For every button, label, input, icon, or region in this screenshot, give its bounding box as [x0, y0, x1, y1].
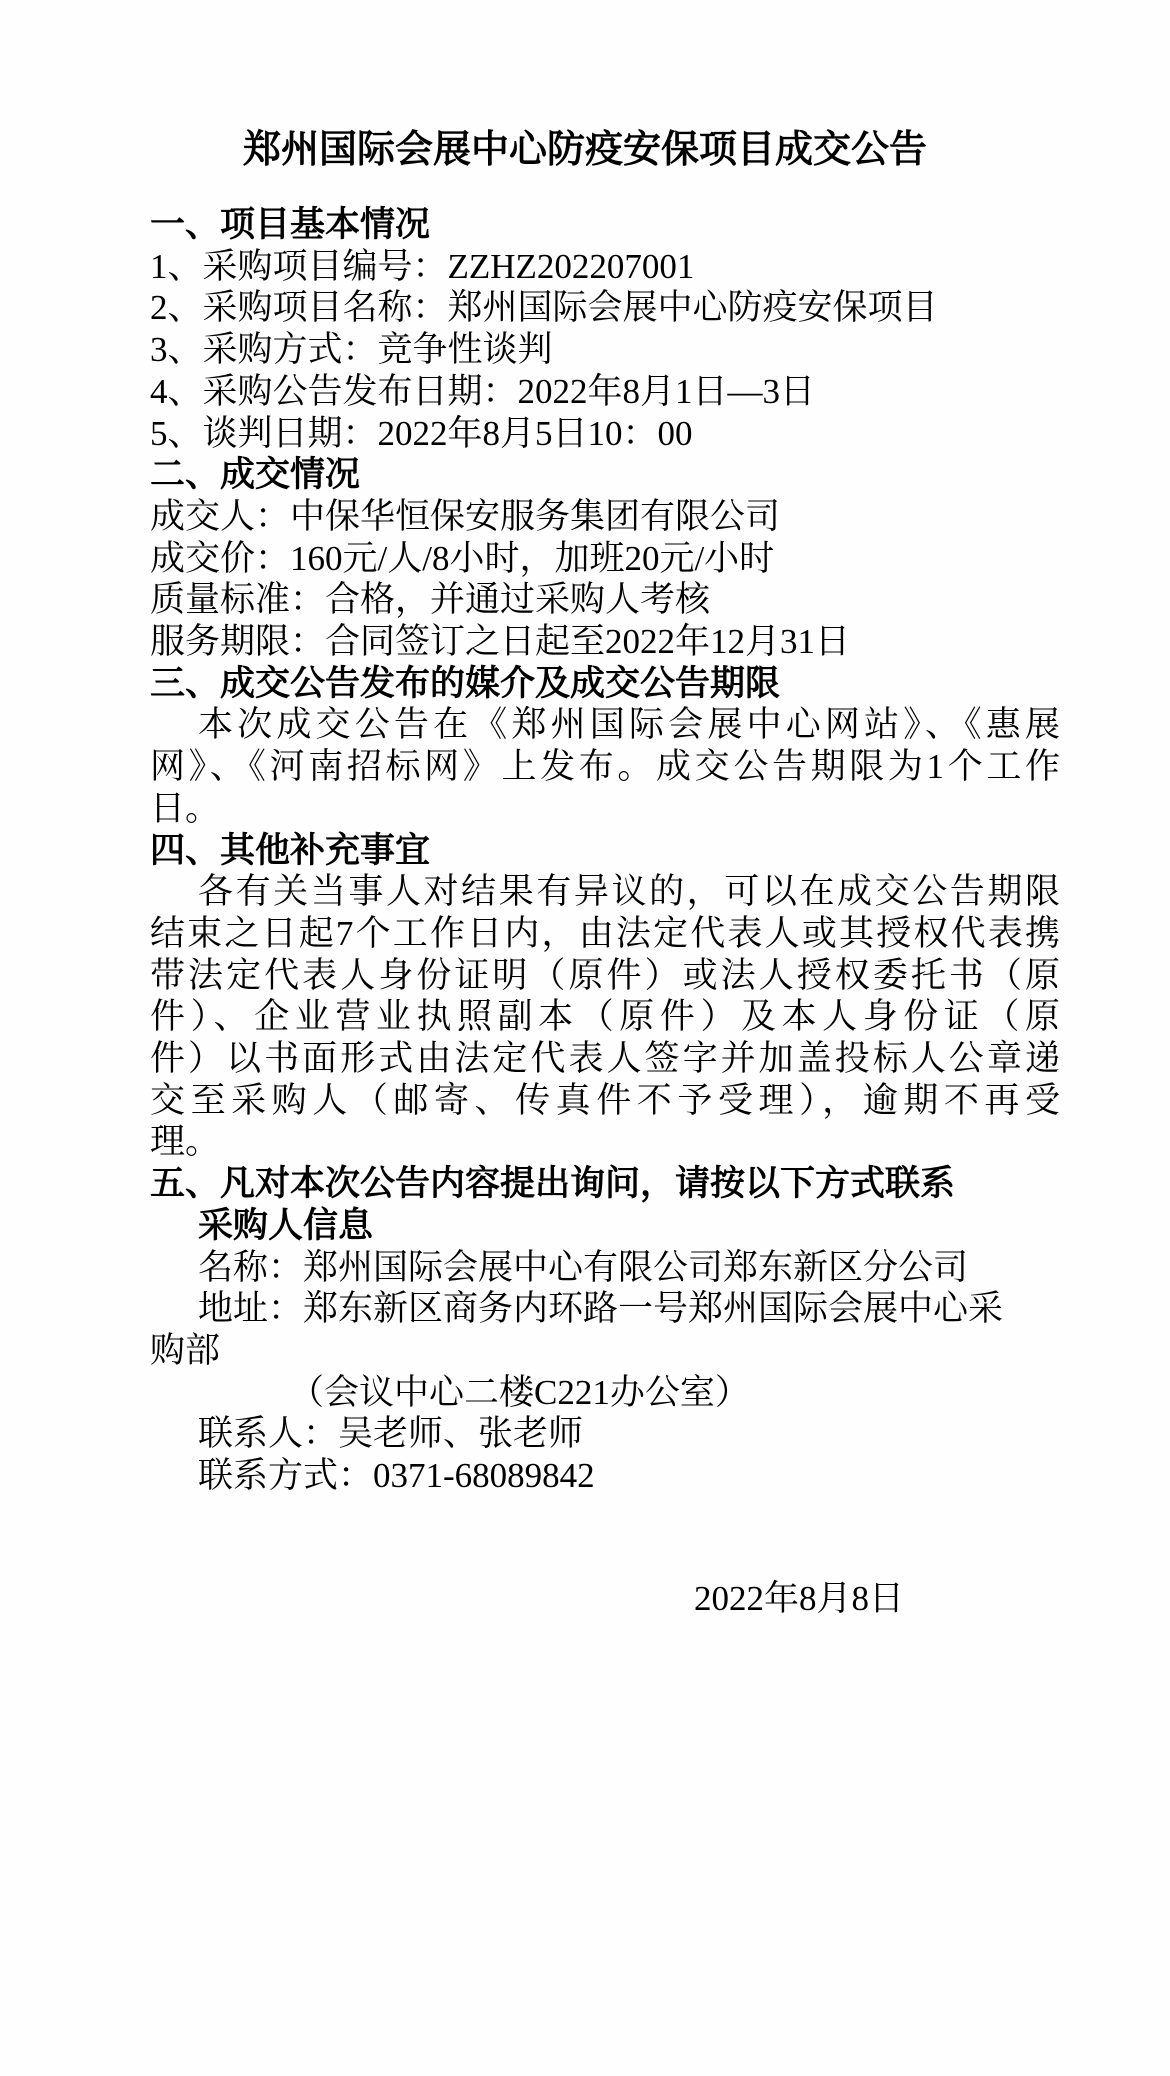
supplement-paragraph-line: 件）、企业营业执照副本（原件）及本人身份证（原 — [150, 997, 1060, 1037]
service-period-line: 服务期限：合同签订之日起至2022年12月31日 — [150, 622, 851, 662]
blank-space — [150, 1497, 1060, 1578]
item-announcement-date: 4、采购公告发布日期：2022年8月1日—3日 — [150, 371, 816, 411]
purchaser-address-line: 购部 — [150, 1330, 221, 1370]
purchaser-address-room-line: （会议中心二楼C221办公室） — [289, 1372, 750, 1412]
document-body — [0, 204, 1170, 1620]
section-heading-2: 二、成交情况 — [150, 455, 361, 495]
signature-date: 2022年8月8日 — [693, 1578, 904, 1618]
contact-phone-line: 联系方式：0371-68089842 — [198, 1456, 595, 1496]
item-project-number: 1、采购项目编号：ZZHZ202207001 — [150, 246, 695, 286]
supplement-paragraph-line: 理。 — [150, 1122, 221, 1162]
purchaser-info-heading: 采购人信息 — [198, 1205, 374, 1245]
quality-standard-line: 质量标准：合格，并通过采购人考核 — [150, 580, 711, 620]
supplement-paragraph-line: 交至采购人（邮寄、传真件不予受理），逾期不再受 — [150, 1080, 1060, 1120]
media-paragraph-line: 日。 — [150, 788, 221, 828]
supplement-paragraph-line: 带法定代表人身份证明（原件）或法人授权委托书（原 — [150, 955, 1060, 995]
section-heading-5: 五、凡对本次公告内容提出询问，请按以下方式联系 — [150, 1164, 956, 1204]
price-line: 成交价：160元/人/8小时，加班20元/小时 — [150, 538, 775, 578]
winner-line: 成交人：中保华恒保安服务集团有限公司 — [150, 496, 781, 536]
section-heading-1: 一、项目基本情况 — [150, 205, 431, 244]
supplement-paragraph-line: 结束之日起7个工作日内，由法定代表人或其授权代表携 — [150, 913, 1060, 953]
section-heading-4: 四、其他补充事宜 — [150, 830, 431, 870]
item-procurement-method: 3、采购方式：竞争性谈判 — [150, 330, 553, 370]
media-paragraph-line: 网》、《河南招标网》上发布。成交公告期限为1个工作 — [150, 747, 1060, 787]
purchaser-address-line: 地址：郑东新区商务内环路一号郑州国际会展中心采 — [198, 1289, 1004, 1329]
section-heading-3: 三、成交公告发布的媒介及成交公告期限 — [150, 663, 781, 703]
media-paragraph-line: 本次成交公告在《郑州国际会展中心网站》、《惠展 — [198, 705, 1060, 745]
purchaser-name-line: 名称：郑州国际会展中心有限公司郑东新区分公司 — [198, 1247, 969, 1287]
contact-person-line: 联系人：吴老师、张老师 — [198, 1414, 584, 1454]
page-title: 郑州国际会展中心防疫安保项目成交公告 — [242, 129, 927, 171]
item-negotiation-date: 5、谈判日期：2022年8月5日10：00 — [150, 413, 693, 453]
supplement-paragraph-line: 件）以书面形式由法定代表人签字并加盖投标人公章递 — [150, 1039, 1060, 1079]
item-project-name: 2、采购项目名称：郑州国际会展中心防疫安保项目 — [150, 288, 938, 328]
supplement-paragraph-line: 各有关当事人对结果有异议的，可以在成交公告期限 — [198, 872, 1060, 912]
